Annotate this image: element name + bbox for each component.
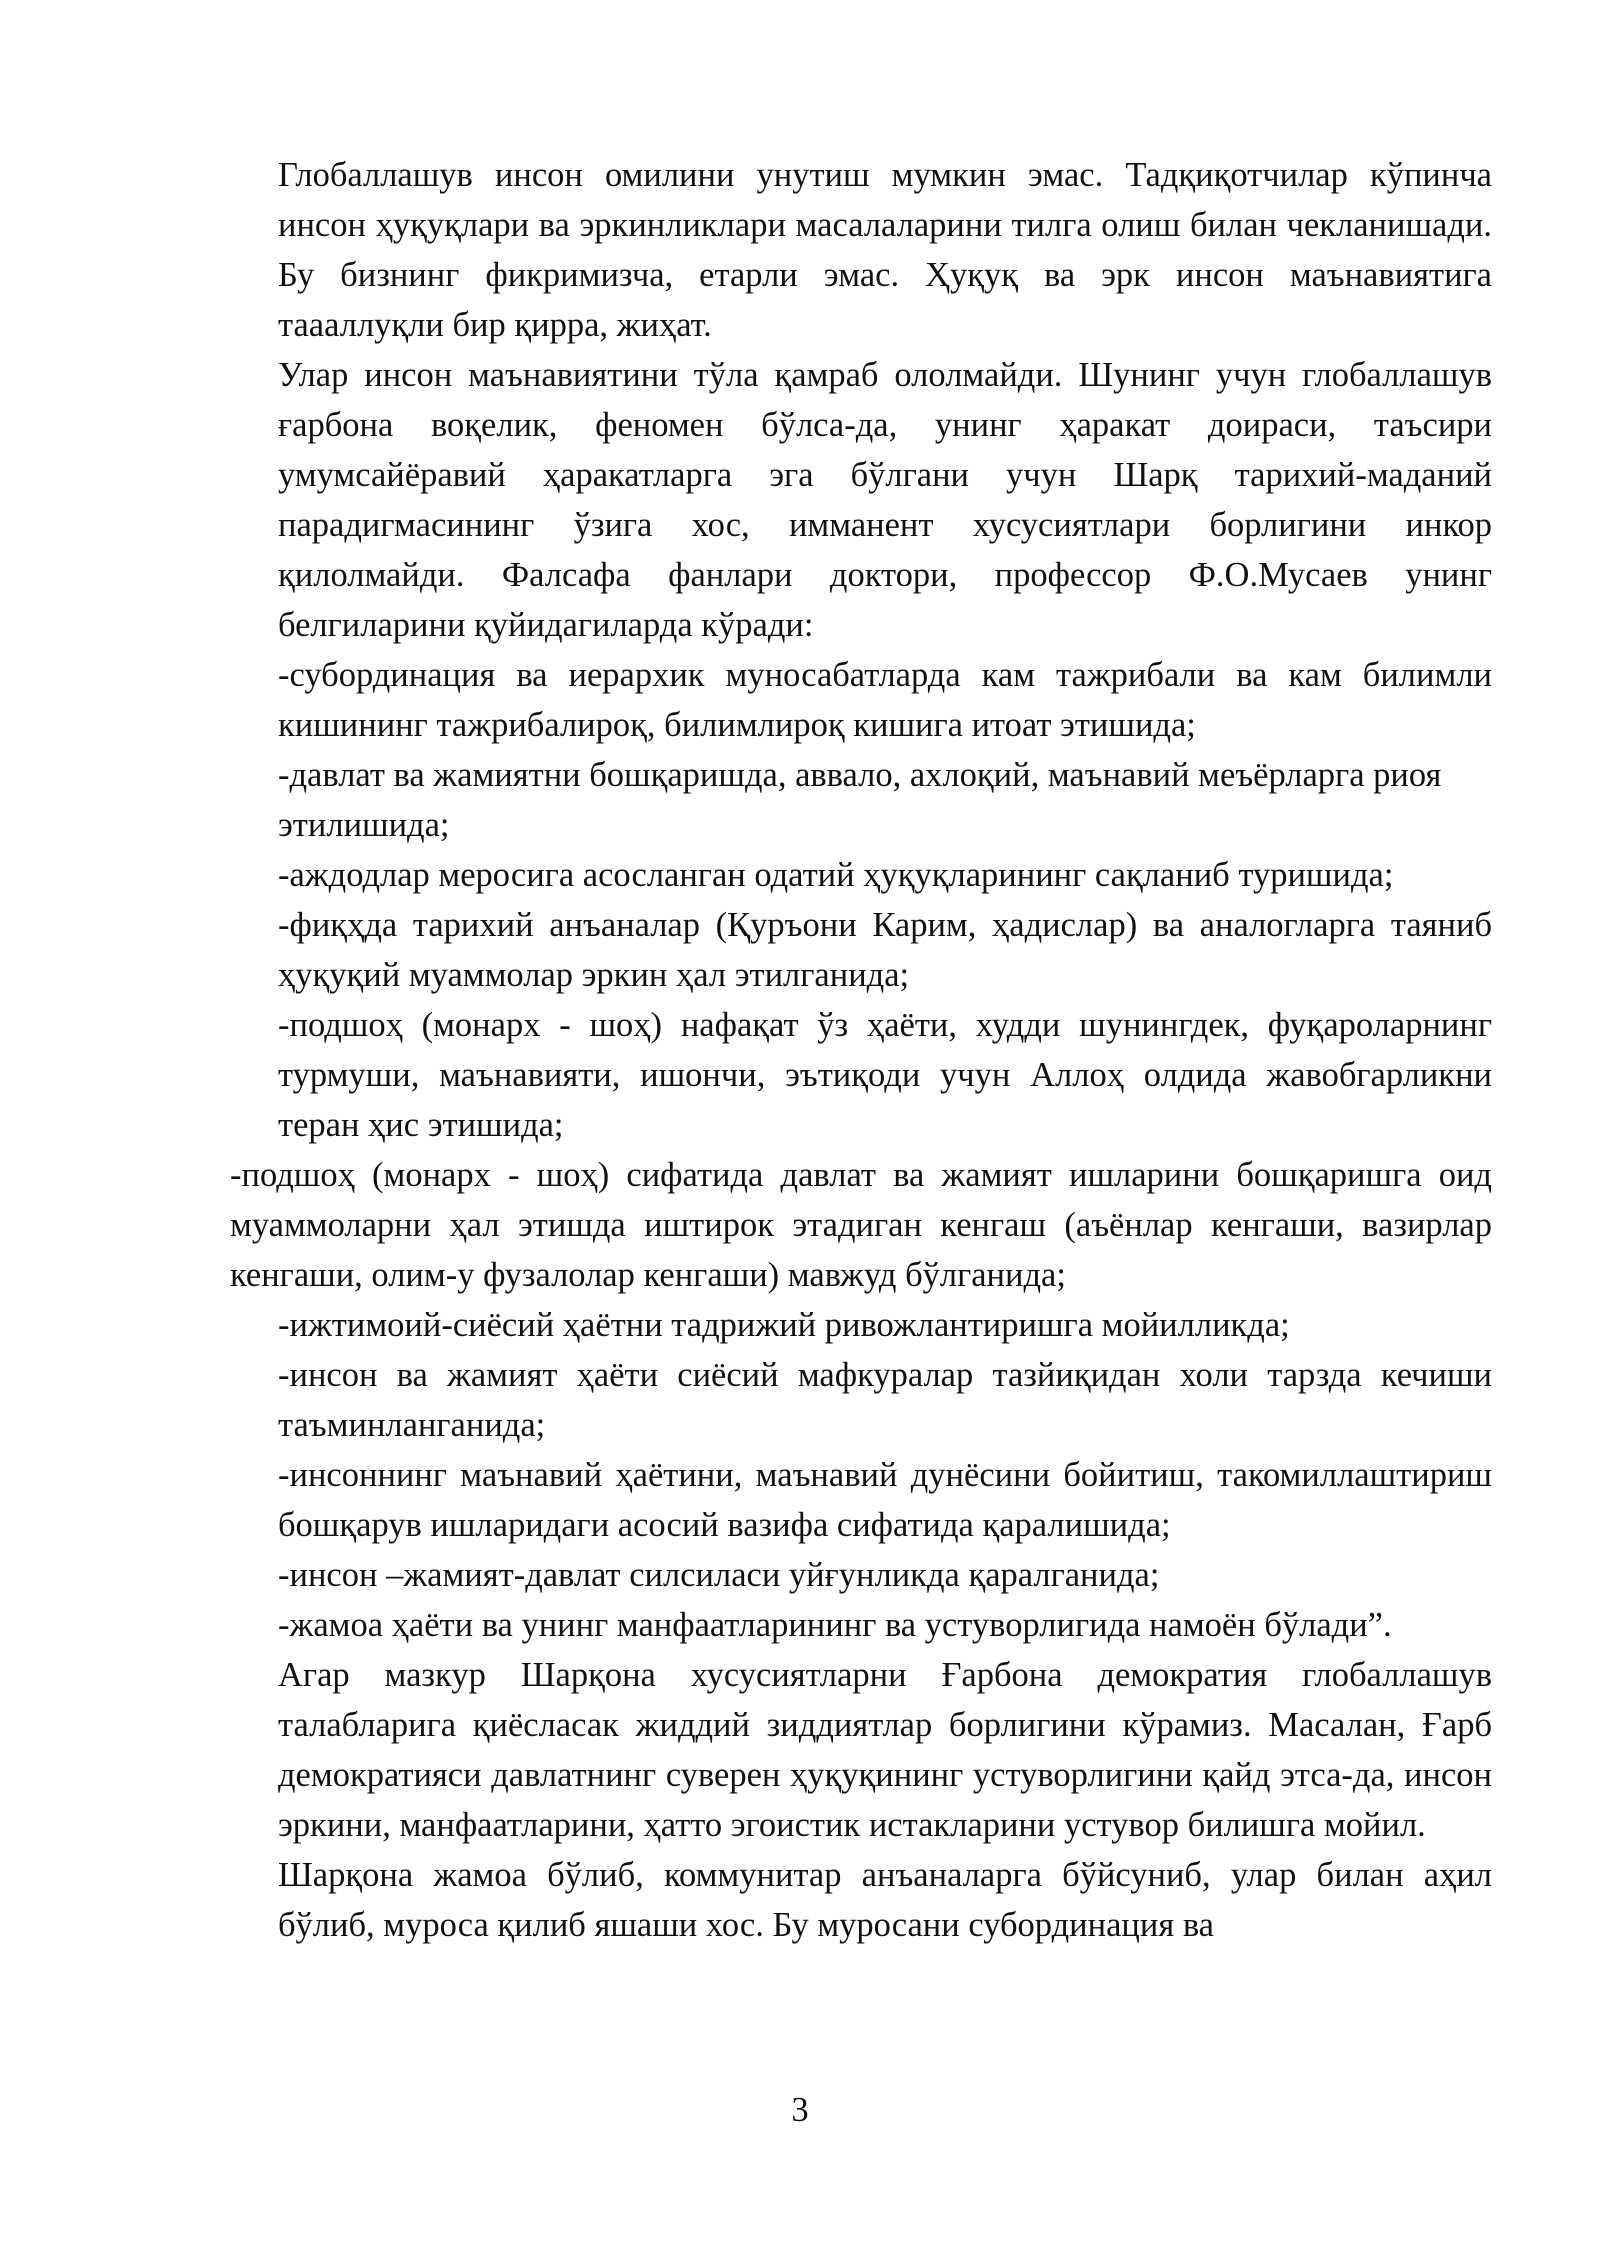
list-item-community-priority: -жамоа ҳаёти ва унинг манфаатларининг ва устуворлигида намоён бўлади”. <box>278 1606 1392 1644</box>
list-item-spiritual-enrichment: -инсоннинг маънавий ҳаётини, маънавий дунёсини бойитиш, такомиллаштириш бошқарув ишларидаги асосий вазифа сифатида қаралишида; <box>278 1456 1492 1544</box>
list-item-monarch-council: -подшоҳ (монарх - шоҳ) сифатида давлат ва жамият ишларини бошқаришга оид муаммоларни ҳал этишда иштирок этадиган кенгаш (аъёнлар кенгаши, вазирлар кенгаши, олим-у фузалолар кенгаши) мавжуд бўлганида; <box>230 1156 1492 1294</box>
page-number: 3 <box>791 2091 809 2129</box>
list-item-harmony: -инсон –жамият-давлат силсиласи уйғунликда қаралганида; <box>278 1556 1160 1594</box>
body-text <box>230 150 1492 1950</box>
paragraph-eastern-community: Шарқона жамоа бўлиб, коммунитар анъаналарга бўйсуниб, улар билан аҳил бўлиб, муроса қилиб яшаши хос. Бу муросани субординация ва <box>278 1856 1492 1944</box>
list-item-moral-norms: -давлат ва жамиятни бошқаришда, аввало, ахлоқий, маънавий меъёрларга риоя этилишида; <box>278 756 1442 844</box>
paragraph-globalization-intro: Глобаллашув инсон омилини унутиш мумкин эмас. Тадқиқотчилар кўпинча инсон ҳуқуқлари ва эркинликлари масалаларини тилга олиш билан чекланишади. Бу бизнинг фикримизча, етарли эмас. Ҳуқуқ ва эрк инсон маънавиятига таааллуқли бир қирра, жиҳат. <box>278 156 1492 344</box>
list-item-subordination: -субординация ва иерархик муносабатларда кам тажрибали ва кам билимли кишининг тажрибалироқ, билимлироқ кишига итоат этишида; <box>278 656 1492 744</box>
list-item-customary-rights: -аждодлар меросига асосланган одатий ҳуқуқларининг сақланиб туришида; <box>278 856 1394 894</box>
paragraph-eastern-paradigm: Улар инсон маънавиятини тўла қамраб ололмайди. Шунинг учун глобаллашув ғарбона воқелик, феномен бўлса-да, унинг ҳаракат доираси, таъсири умумсайёравий ҳаракатларга эга бўлгани учун Шарқ тарихий-маданий парадигмасининг ўзига хос, имманент хусусиятлари борлигини инкор қилолмайди. Фалсафа фанлари доктори, профессор Ф.О.Мусаев унинг белгиларини қуйидагиларда кўради: <box>278 356 1492 644</box>
list-item-monarch-responsibility: -подшоҳ (монарх - шоҳ) нафақат ўз ҳаёти, худди шунингдек, фуқароларнинг турмуши, маънавияти, ишончи, эътиқоди учун Аллоҳ олдида жавобгарликни теран ҳис этишида; <box>278 1006 1492 1144</box>
paragraph-western-comparison: Агар мазкур Шарқона хусусиятларни Ғарбона демократия глобаллашув талабларига қиёсласак жиддий зиддиятлар борлигини кўрамиз. Масалан, Ғарб демократияси давлатнинг суверен ҳуқуқининг устуворлигини қайд этса-да, инсон эркини, манфаатларини, ҳатто эгоистик истакларини устувор билишга мойил. <box>278 1656 1492 1844</box>
list-item-fiqh-traditions: -фиқҳда тарихий анъаналар (Қуръони Карим, ҳадислар) ва аналогларга таяниб ҳуқуқий муаммолар эркин ҳал этилганида; <box>278 906 1492 994</box>
list-item-free-from-ideology: -инсон ва жамият ҳаёти сиёсий мафкуралар тазйиқидан холи тарзда кечиши таъминланганида; <box>278 1356 1492 1444</box>
list-item-gradual-development: -ижтимоий-сиёсий ҳаётни тадрижий ривожлантиришга мойилликда; <box>278 1306 1290 1344</box>
